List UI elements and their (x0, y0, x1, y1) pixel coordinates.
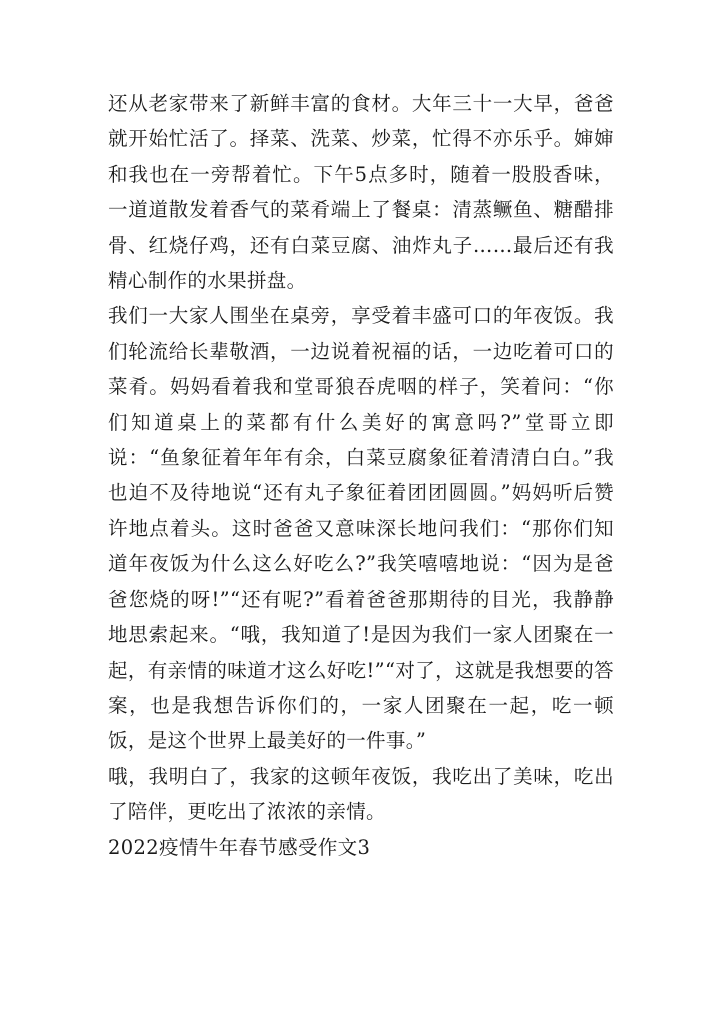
paragraph-3: 哦，我明白了，我家的这顿年夜饭，我吃出了美味，吃出了陪伴，更吃出了浓浓的亲情。 (108, 764, 614, 824)
paragraph-2: 我们一大家人围坐在桌旁，享受着丰盛可口的年夜饭。我们轮流给长辈敬酒，一边说着祝福的话，一边吃着可口的菜肴。妈妈看着我和堂哥狼吞虎咽的样子，笑着问：“你们知道桌上的菜都有什么美好的寓意吗?”堂哥立即说：“鱼象征着年年有余，白菜豆腐象征着清清白白。”我也迫不及待地说“还有丸子象征着团团圆圆。”妈妈听后赞许地点着头。这时爸爸又意味深长地问我们：“那你们知道年夜饭为什么这么好吃么?”我笑嘻嘻地说：“因为是爸爸您烧的呀!”“还有呢?”看着爸爸那期待的目光，我静静地思索起来。“哦，我知道了!是因为我们一家人团聚在一起，有亲情的味道才这么好吃!”“对了，这就是我想要的答案，也是我想告诉你们的，一家人团聚在一起，吃一顿饭，是这个世界上最美好的一件事。” (108, 304, 614, 753)
document-body (108, 86, 614, 865)
paragraph-1: 还从老家带来了新鲜丰富的食材。大年三十一大早，爸爸就开始忙活了。择菜、洗菜、炒菜，忙得不亦乐乎。婶婶和我也在一旁帮着忙。下午5点多时，随着一股股香味，一道道散发着香气的菜肴端上了餐桌：清蒸鳜鱼、糖醋排骨、红烧仔鸡，还有白菜豆腐、油炸丸子……最后还有我精心制作的水果拼盘。 (108, 92, 614, 293)
section-title: 2022疫情牛年春节感受作文3 (108, 835, 371, 859)
